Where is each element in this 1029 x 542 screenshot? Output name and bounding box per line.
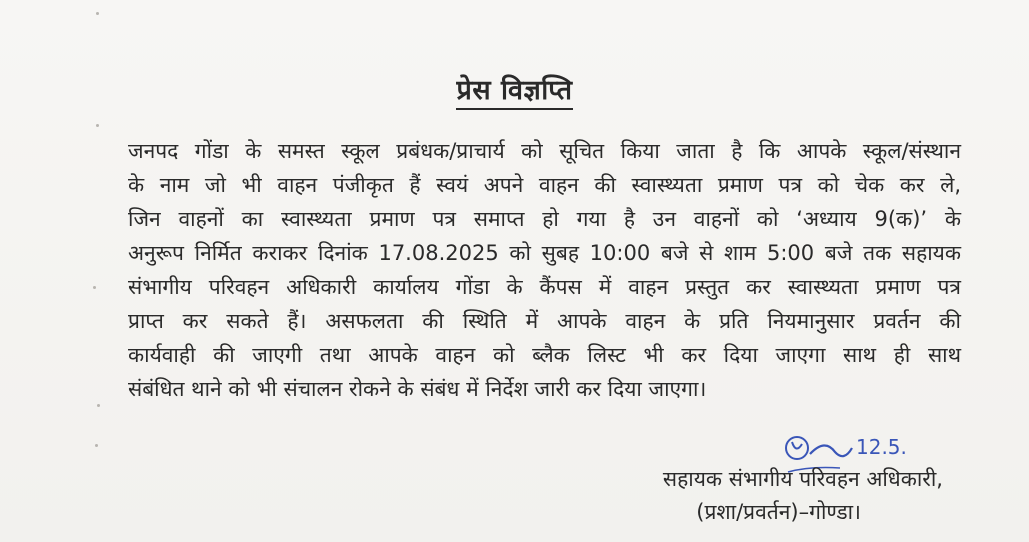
paper-speck (95, 444, 98, 447)
paragraph-line: अनुरूप निर्मित कराकर दिनांक 17.08.2025 को सुबह 10:00 बजे से शाम 5:00 बजे तक सहायक (128, 241, 961, 265)
body-paragraph (128, 134, 961, 406)
paragraph-line: के नाम जो भी वाहन पंजीकृत हैं स्वयं अपने वाहन की स्वास्थ्यता प्रमाण पत्र को चेक कर ले, (128, 173, 961, 197)
paper-speck (96, 12, 99, 15)
signature-designation: सहायक संभागीय परिवहन अधिकारी, (662, 467, 943, 491)
paper-speck (93, 286, 96, 289)
paragraph-line: जिन वाहनों का स्वास्थ्यता प्रमाण पत्र समाप्त हो गया है उन वाहनों को ‘अध्याय 9(क)’ के (128, 207, 961, 231)
document-title (0, 70, 1029, 107)
paragraph-line: संभागीय परिवहन अधिकारी कार्यालय गोंडा के कैंपस में वाहन प्रस्तुत कर स्वास्थ्यता प्रमाण पत्र (128, 275, 961, 299)
paper-speck (97, 404, 100, 407)
paragraph-line: कार्यवाही की जाएगी तथा आपके वाहन को ब्लैक लिस्ट भी कर दिया जाएगा साथ ही साथ (128, 343, 961, 367)
paragraph-line: जनपद गोंडा के समस्त स्कूल प्रबंधक/प्राचार्य को सूचित किया जाता है कि आपके स्कूल/संस्थान (128, 139, 961, 163)
paper-speck (96, 124, 99, 127)
paragraph-line: प्राप्त कर सकते हैं। असफलता की स्थिति में आपके वाहन के प्रति नियमानुसार प्रवर्तन की (128, 309, 961, 333)
document-title-text: प्रेस विज्ञप्ति (456, 75, 572, 110)
handwritten-date: 12.5. (856, 435, 907, 459)
signature-office: (प्रशा/प्रवर्तन)–गोण्डा। (696, 500, 861, 524)
paragraph-line: संबंधित थाने को भी संचालन रोकने के संबंध में निर्देश जारी कर दिया जाएगा। (128, 377, 707, 401)
